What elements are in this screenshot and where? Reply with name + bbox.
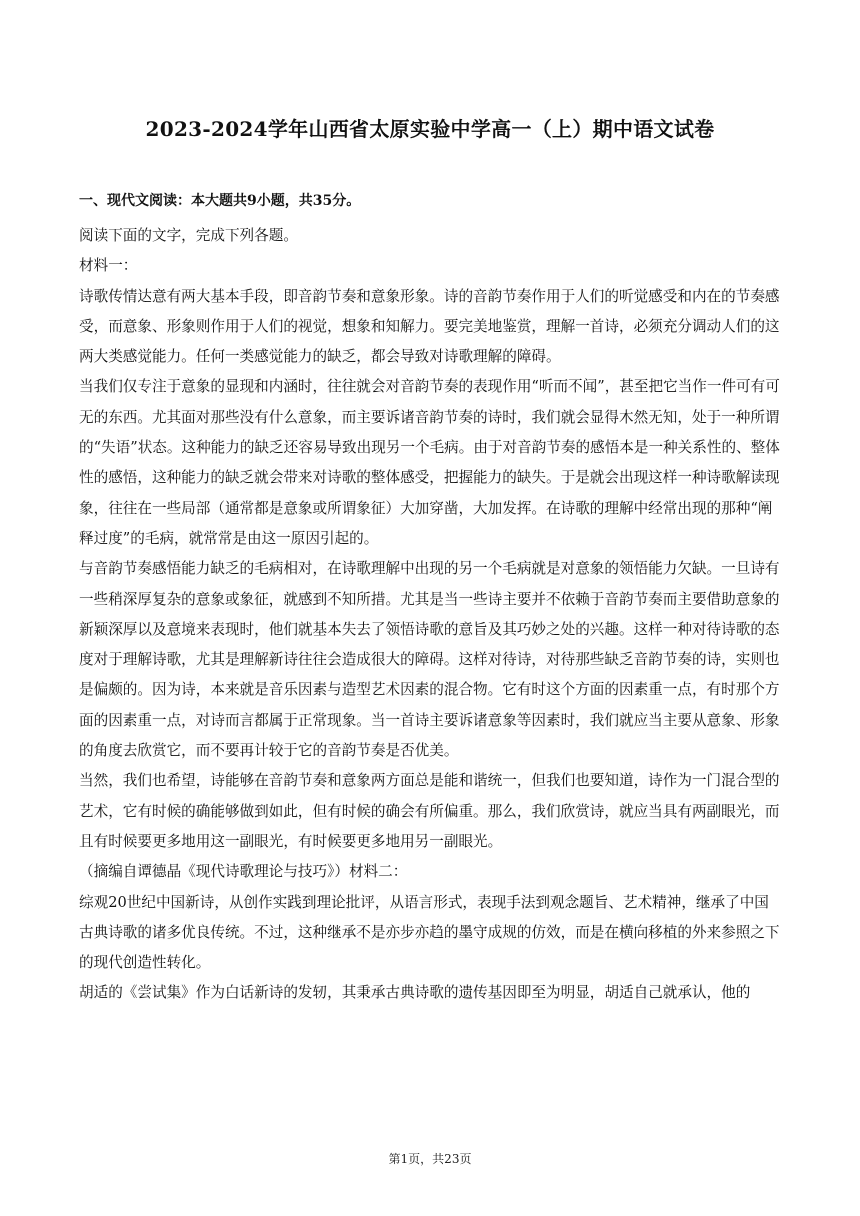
- paragraph: 与音韵节奏感悟能力缺乏的毛病相对，在诗歌理解中出现的另一个毛病就是对意象的领悟能力欠缺。一旦诗有一些稍深厚复杂的意象或象征，就感到不知所措。尤其是当一些诗主要并不依赖于音韵节奏而主要借助意象的新颖深厚以及意境来表现时，他们就基本失去了领悟诗歌的意旨及其巧妙之处的兴趣。这样一种对待诗歌的态度对于理解诗歌，尤其是理解新诗往往会造成很大的障碍。这样对待诗，对待那些缺乏音韵节奏的诗，实则也是偏颇的。因为诗，本来就是音乐因素与造型艺术因素的混合物。它有时这个方面的因素重一点，有时那个方面的因素重一点，对诗而言都属于正常现象。当一首诗主要诉诸意象等因素时，我们就应当主要从意象、形象的角度去欣赏它，而不要再计较于它的音韵节奏是否优美。: [79, 560, 780, 760]
- document-title: 2023-2024学年山西省太原实验中学高一（上）期中语文试卷: [145, 117, 715, 141]
- paragraph: 诗歌传情达意有两大基本手段，即音韵节奏和意象形象。诗的音韵节奏作用于人们的听觉感受和内在的节奏感受，而意象、形象则作用于人们的视觉，想象和知解力。要完美地鉴赏，理解一首诗，必须充分调动人们的这两大类感觉能力。任何一类感觉能力的缺乏，都会导致对诗歌理解的障碍。: [79, 287, 780, 366]
- paragraph-material-label: 材料一：: [79, 257, 138, 275]
- section-heading: 一、现代文阅读：本大题共9小题，共35分。: [79, 193, 361, 209]
- paragraph: 综观20世纪中国新诗，从创作实践到理论批评，从语言形式，表现手法到观念题旨、艺术精神，继承了中国古典诗歌的诸多优良传统。不过，这种继承不是亦步亦趋的墨守成规的仿效，而是在横向移植的外来参照之下的现代创造性转化。: [79, 893, 780, 972]
- paragraph-instruction: 阅读下面的文字，完成下列各题。: [79, 227, 298, 244]
- paragraph: 胡适的《尝试集》作为白话新诗的发轫，其秉承古典诗歌的遗传基因即至为明显，胡适自己就承认，他的: [79, 984, 751, 1002]
- paragraph: 当我们仅专注于意象的显现和内涵时，往往就会对音韵节奏的表现作用“听而不闻”，甚至把它当作一件可有可无的东西。尤其面对那些没有什么意象，而主要诉诸音韵节奏的诗时，我们就会显得木然无知，处于一种所谓的“失语”状态。这种能力的缺乏还容易导致出现另一个毛病。由于对音韵节奏的感悟本是一种关系性的、整体性的感悟，这种能力的缺乏就会带来对诗歌的整体感受，把握能力的缺失。于是就会出现这样一种诗歌解读现象，往往在一些局部（通常都是意象或所谓象征）大加穿凿，大加发挥。在诗歌的理解中经常出现的那种“阐释过度”的毛病，就常常是由这一原因引起的。: [79, 378, 780, 547]
- paragraph-source: （摘编自谭德晶《现代诗歌理论与技巧》）材料二：: [79, 863, 408, 881]
- page-footer: 第1页，共23页: [388, 1152, 472, 1166]
- paragraph: 当然，我们也希望，诗能够在音韵节奏和意象两方面总是能和谐统一，但我们也要知道，诗作为一门混合型的艺术，它有时候的确能够做到如此，但有时候的确会有所偏重。那么，我们欣赏诗，就应当具有两副眼光，而且有时候要更多地用这一副眼光，有时候要更多地用另一副眼光。: [79, 772, 780, 850]
- document-body: [79, 221, 782, 1009]
